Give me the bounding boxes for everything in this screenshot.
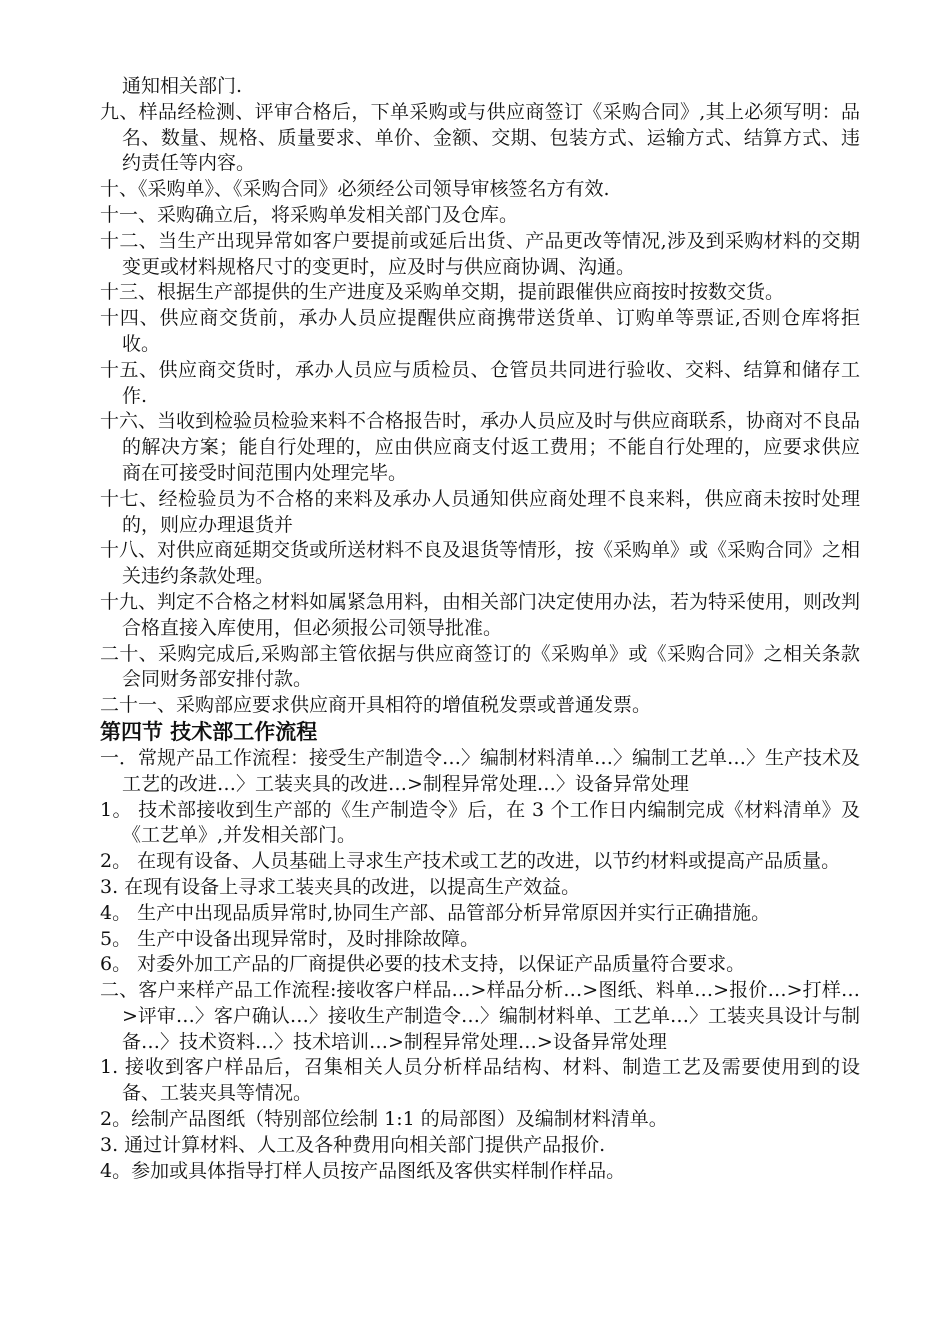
workflow-step-1: 1。 技术部接收到生产部的《生产制造令》后，在 3 个工作日内编制完成《材料清单》及《工艺单》,并发相关部门。	[100, 798, 860, 847]
workflow-step-6: 6。 对委外加工产品的厂商提供必要的技术支持，以保证产品质量符合要求。	[100, 953, 746, 976]
paragraph-item-18: 十八、对供应商延期交货或所送材料不良及退货等情形，按《采购单》或《采购合同》之相关违约条款处理。	[100, 539, 861, 588]
workflow-regular-products: 一．常规产品工作流程：接受生产制造令…〉编制材料清单…〉编制工艺单…〉生产技术及工艺的改进…〉工装夹具的改进…>制程异常处理…〉设备异常处理	[100, 746, 861, 795]
paragraph-item-10: 十、《采购单》、《采购合同》必须经公司领导审核签名方有效.	[100, 178, 610, 201]
paragraph-item-17: 十七、经检验员为不合格的来料及承办人员通知供应商处理不良来料，供应商未按时处理的，则应办理退货并	[100, 487, 860, 536]
workflow-step-3: 3. 在现有设备上寻求工装夹具的改进，以提高生产效益。	[100, 875, 581, 898]
paragraph-item-21: 二十一、采购部应要求供应商开具相符的增值税发票或普通发票。	[100, 694, 652, 717]
sample-step-2: 2。绘制产品图纸（特别部位绘制 1:1 的局部图）及编制材料清单。	[100, 1108, 668, 1131]
sample-step-3: 3. 通过计算材料、人工及各种费用向相关部门提供产品报价.	[100, 1133, 606, 1156]
workflow-step-4: 4。 生产中出现品质异常时,协同生产部、品管部分析异常原因并实行正确措施。	[100, 901, 771, 924]
paragraph-item-20: 二十、采购完成后,采购部主管依据与供应商签订的《采购单》或《采购合同》之相关条款会同财务部安排付款。	[100, 642, 860, 691]
workflow-step-5: 5。 生产中设备出现异常时，及时排除故障。	[100, 927, 480, 950]
sample-step-4: 4。参加或具体指导打样人员按产品图纸及客供实样制作样品。	[100, 1159, 626, 1182]
paragraph-item-11: 十一、采购确立后，将采购单发相关部门及仓库。	[100, 203, 519, 226]
paragraph-item-14: 十四、供应商交货前，承办人员应提醒供应商携带送货单、订购单等票证,否则仓库将拒收。	[100, 307, 860, 355]
section-heading: 第四节 技术部工作流程	[100, 719, 318, 744]
paragraph-item-13: 十三、根据生产部提供的生产进度及采购单交期，提前跟催供应商按时按数交货。	[100, 281, 785, 304]
paragraph-item-12: 十二、当生产出现异常如客户要提前或延后出货、产品更改等情况,涉及到采购材料的交期变更或材料规格尺寸的变更时，应及时与供应商协调、沟通。	[100, 229, 860, 278]
sample-step-1: 1. 接收到客户样品后，召集相关人员分析样品结构、材料、制造工艺及需要使用到的设备、工装夹具等情况。	[100, 1056, 860, 1105]
paragraph-item-9: 九、样品经检测、评审合格后，下单采购或与供应商签订《采购合同》,其上必须写明：品名、数量、规格、质量要求、单价、金额、交期、包装方式、运输方式、结算方式、违约责任等内容。	[100, 100, 860, 175]
workflow-customer-samples: 二、客户来样产品工作流程:接收客户样品…>样品分析…>图纸、料单…>报价…>打样…>评审…〉客户确认…〉接收生产制造令…〉编制材料单、工艺单…〉工装夹具设计与制备…〉技术资料…〉技术培训…>制程异常处理…>设备异常处理	[100, 979, 860, 1053]
paragraph-item-19: 十九、判定不合格之材料如属紧急用料，由相关部门决定使用办法，若为特采使用，则改判合格直接入库使用，但必须报公司领导批准。	[100, 590, 861, 639]
paragraph-item-15: 十五、供应商交货时，承办人员应与质检员、仓管员共同进行验收、交料、结算和储存工作.	[100, 358, 860, 407]
document-page	[100, 74, 860, 1184]
paragraph-line: 通知相关部门.	[122, 75, 243, 97]
workflow-step-2: 2。 在现有设备、人员基础上寻求生产技术或工艺的改进，以节约材料或提高产品质量。	[100, 850, 841, 873]
paragraph-item-16: 十六、当收到检验员检验来料不合格报告时，承办人员应及时与供应商联系，协商对不良品的解决方案；能自行处理的，应由供应商支付返工费用；不能自行处理的，应要求供应商在可接受时间范围内处理完毕。	[100, 410, 861, 484]
